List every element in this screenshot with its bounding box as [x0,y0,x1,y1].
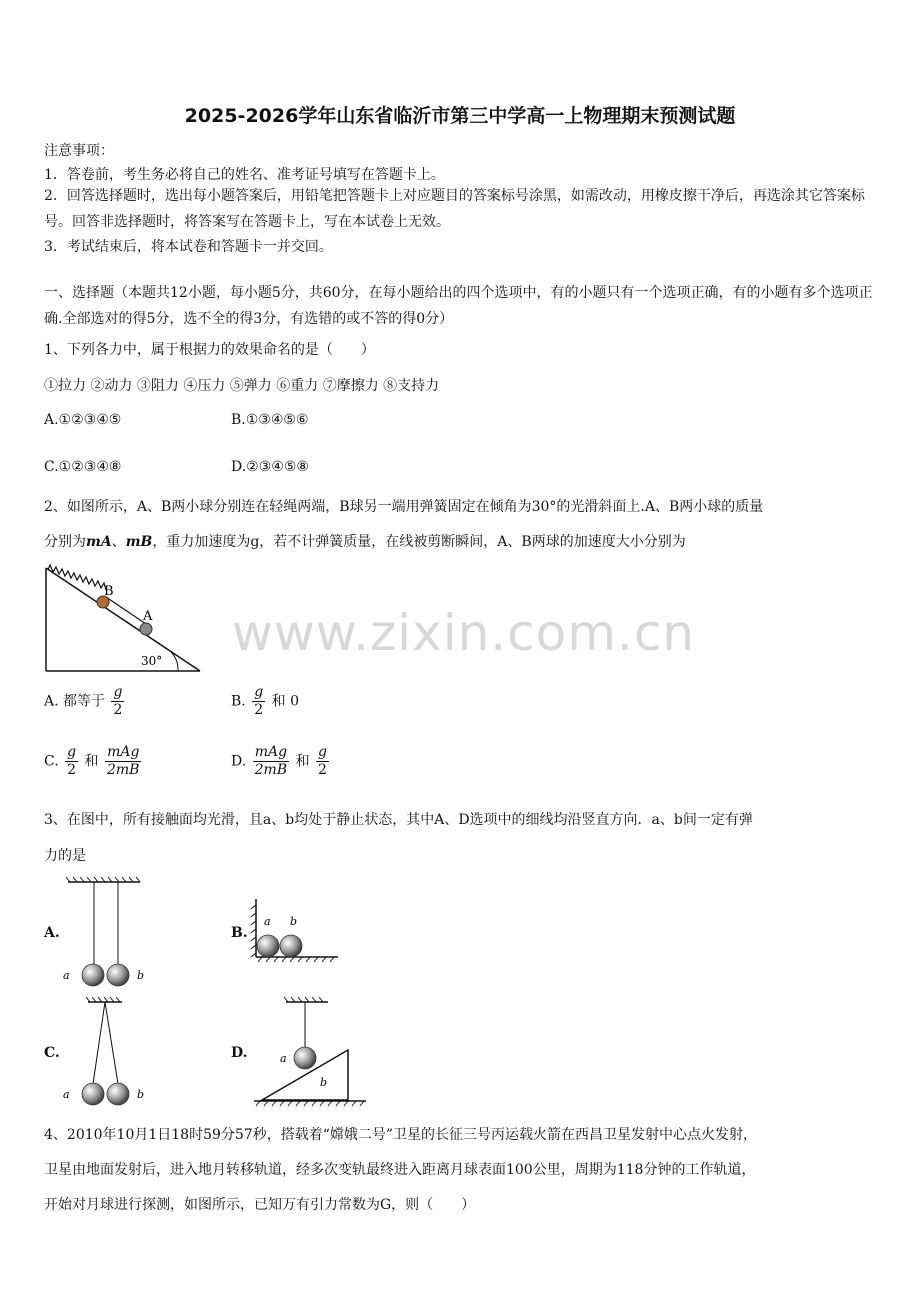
label-b: b [290,915,298,928]
q3-label-c: C. [44,1045,60,1061]
ball-a [82,964,104,986]
rope [106,597,146,624]
notice-item: 3．考试结束后，将本试卷和答题卡一并交回。 [44,239,333,255]
numerator: g [113,684,123,700]
q4-stem-line1: 4、2010年10月1日18时59分57秒，搭载着“嫦娥二号”卫星的长征三号丙运载火箭在西昌卫星发射中心点火发射， [44,1127,758,1143]
ball-b [280,935,302,957]
ball-a [257,935,279,957]
q1-stem: 1、下列各力中，属于根据力的效果命名的是（ ） [44,342,375,358]
incline-figure [40,562,210,677]
q1-option-c: C.①②③④⑧ [44,459,122,475]
notice-item: 1．答卷前，考生务必将自己的姓名、准考证号填写在答题卡上。 [44,167,445,183]
denominator: 2 [67,762,77,778]
numerator: g [254,684,264,700]
option-text: C. [44,753,59,770]
spring [48,565,106,590]
label-b: B [104,584,114,599]
denominator: 2mB [107,762,140,778]
fraction [111,684,124,719]
denominator: 2 [254,702,264,718]
label-a: a [280,1052,287,1065]
label-b: b [137,1088,145,1101]
q1-forces: ①拉力 ②动力 ③阻力 ④压力 ⑤弹力 ⑥重力 ⑦摩擦力 ⑧支持力 [44,378,440,394]
q2-option-b [231,684,299,719]
q3-figure-d [250,994,375,1110]
q1-option-a: A.①②③④⑤ [44,412,122,428]
q3-label-b: B. [231,925,248,941]
label-b: b [137,969,145,982]
q2-text: ，重力加速度为g，若不计弹簧质量，在线被剪断瞬间，A、B两球的加速度大小分别为 [152,534,686,550]
q4-stem-line2: 卫星由地面发射后，进入地月转移轨道，经多次变轨最终进入距离月球表面100公里，周期为118分钟的工作轨道， [44,1162,756,1178]
q2-mass-a: mA [86,534,112,550]
q1-option-b: B.①③④⑤⑥ [231,412,309,428]
q4-stem-line3: 开始对月球进行探测，如图所示，已知万有引力常数为G，则（ ） [44,1197,476,1213]
q3-figure-a [60,874,155,994]
ball-a [82,1083,104,1105]
q3-figure-b [248,895,343,965]
option-text: 和 [84,753,99,770]
numerator: g [318,744,327,760]
q2-sep: 、 [111,534,126,550]
q3-stem-line2: 力的是 [44,848,86,864]
q2-option-c [44,744,143,779]
q1-option-d: D.②③④⑤⑧ [231,459,309,475]
denominator: 2 [318,762,327,778]
q3-label-a: A. [44,925,60,941]
label-a: a [63,969,70,982]
angle-label: 30° [141,654,163,668]
q2-option-d [231,744,331,779]
fraction [65,744,78,779]
q3-label-d: D. [231,1045,248,1061]
notice-heading: 注意事项： [44,143,114,159]
option-text: 和 [295,753,310,770]
watermark: www.zixin.com.cn [232,604,696,662]
notice-item: 2．回答选择题时，选出每小题答案后，用铅笔把答题卡上对应题目的答案标号涂黑，如需改动，用橡皮擦干净后，再选涂其它答案标号。回答非选择题时，将答案写在答题卡上，写在本试卷上无效。 [44,188,865,230]
fraction [253,744,289,779]
fraction [252,684,265,719]
q2-option-a [44,684,126,719]
label-a: a [264,915,271,928]
q3-stem-line1: 3、在图中，所有接触面均光滑，且a、b均处于静止状态，其中A、D选项中的细线均沿竖直方向．a、b间一定有弹 [44,812,753,828]
label-a: a [63,1088,70,1101]
label-a: A [143,609,153,624]
section-heading: 一、选择题（本题共12小题，每小题5分，共60分，在每小题给出的四个选项中，有的小题只有一个选项正确，有的小题有多个选项正确.全部选对的得5分，选不全的得3分，有选错的或不答的得0分） [44,285,873,327]
denominator: 2 [113,702,123,718]
option-text: A. 都等于 [44,693,106,710]
ball-b [107,964,129,986]
numerator: g [67,744,77,760]
numerator: mAg [254,744,288,760]
label-b: b [320,1076,328,1089]
option-text: B. [231,693,246,710]
numerator: mAg [107,744,140,760]
page-title: 2025-2026学年山东省临沂市第三中学高一上物理期末预测试题 [184,105,736,127]
q2-stem-line2 [44,531,686,551]
fraction [105,744,141,779]
q2-mass-b: mB [125,534,153,550]
fraction [316,744,329,779]
ball-a [140,623,152,635]
option-text: 和 0 [271,693,299,710]
q3-figure-c [60,994,155,1112]
ball-a [294,1047,316,1069]
q2-text: 分别为 [44,534,86,550]
option-text: D. [231,753,247,770]
ball-b [107,1083,129,1105]
denominator: 2mB [254,762,288,778]
q2-stem-line1: 2、如图所示，A、B两小球分别连在轻绳两端，B球另一端用弹簧固定在倾角为30°的光滑斜面上.A、B两小球的质量 [44,499,764,515]
